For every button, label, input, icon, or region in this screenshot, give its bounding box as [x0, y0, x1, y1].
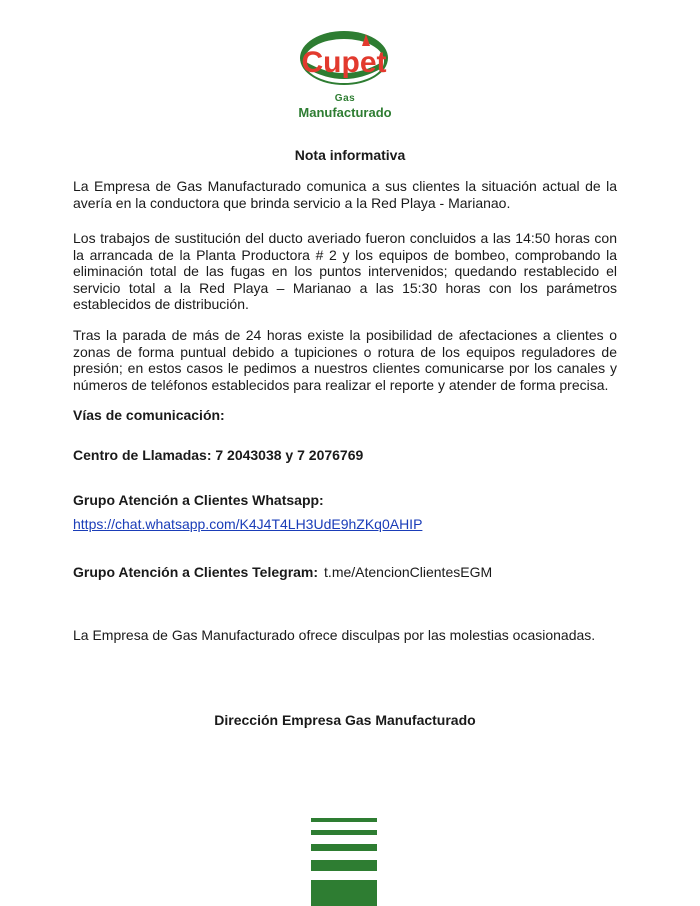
logo-sub-top: Gas — [334, 93, 356, 104]
signature: Dirección Empresa Gas Manufacturado — [214, 712, 476, 728]
contact-heading: Vías de comunicación: — [73, 407, 225, 423]
whatsapp-link[interactable]: https://chat.whatsapp.com/K4J4T4LH3UdE9hZKq0AHIP — [73, 516, 423, 532]
apology-text: La Empresa de Gas Manufacturado ofrece disculpas por las molestias ocasionadas. — [73, 627, 596, 643]
logo-brand: Cupet — [301, 46, 387, 79]
telegram-label: Grupo Atención a Clientes Telegram: — [73, 564, 319, 580]
logo-subtitle — [280, 92, 410, 120]
call-center-line: Centro de Llamadas: 7 2043038 y 7 2076769 — [73, 447, 364, 463]
footer-stripes-icon — [311, 818, 377, 906]
page-title: Nota informativa — [294, 147, 406, 163]
whatsapp-heading: Grupo Atención a Clientes Whatsapp: — [73, 492, 324, 508]
paragraph-advice: Tras la parada de más de 24 horas existe la posibilidad de afectaciones a clientes o zonas de forma puntual debido a tupiciones o rotura de los equipos reguladores de presión; en estos casos le pedimos a nuestros clientes comunicarse por los canales y números de teléfonos establecidos para realizar el reporte y atender de forma precisa. — [73, 327, 617, 393]
paragraph-repair: Los trabajos de sustitución del ducto averiado fueron concluidos a las 14:50 horas con la arrancada de la Planta Productora # 2 y los equipos de bombeo, comprobando la eliminación total de las fugas en los puntos intervenidos; quedando restablecido el servicio total a la Red Playa – Marianao a las 15:30 horas con los parámetros establecidos de distribución. — [73, 230, 617, 312]
logo-sub-bottom: Manufacturado — [298, 105, 392, 120]
telegram-handle[interactable]: t.me/AtencionClientesEGM — [324, 564, 493, 580]
paragraph-intro: La Empresa de Gas Manufacturado comunica a sus clientes la situación actual de la avería en la conductora que brinda servicio a la Red Playa - Marianao. — [73, 178, 617, 211]
telegram-line — [73, 564, 492, 580]
